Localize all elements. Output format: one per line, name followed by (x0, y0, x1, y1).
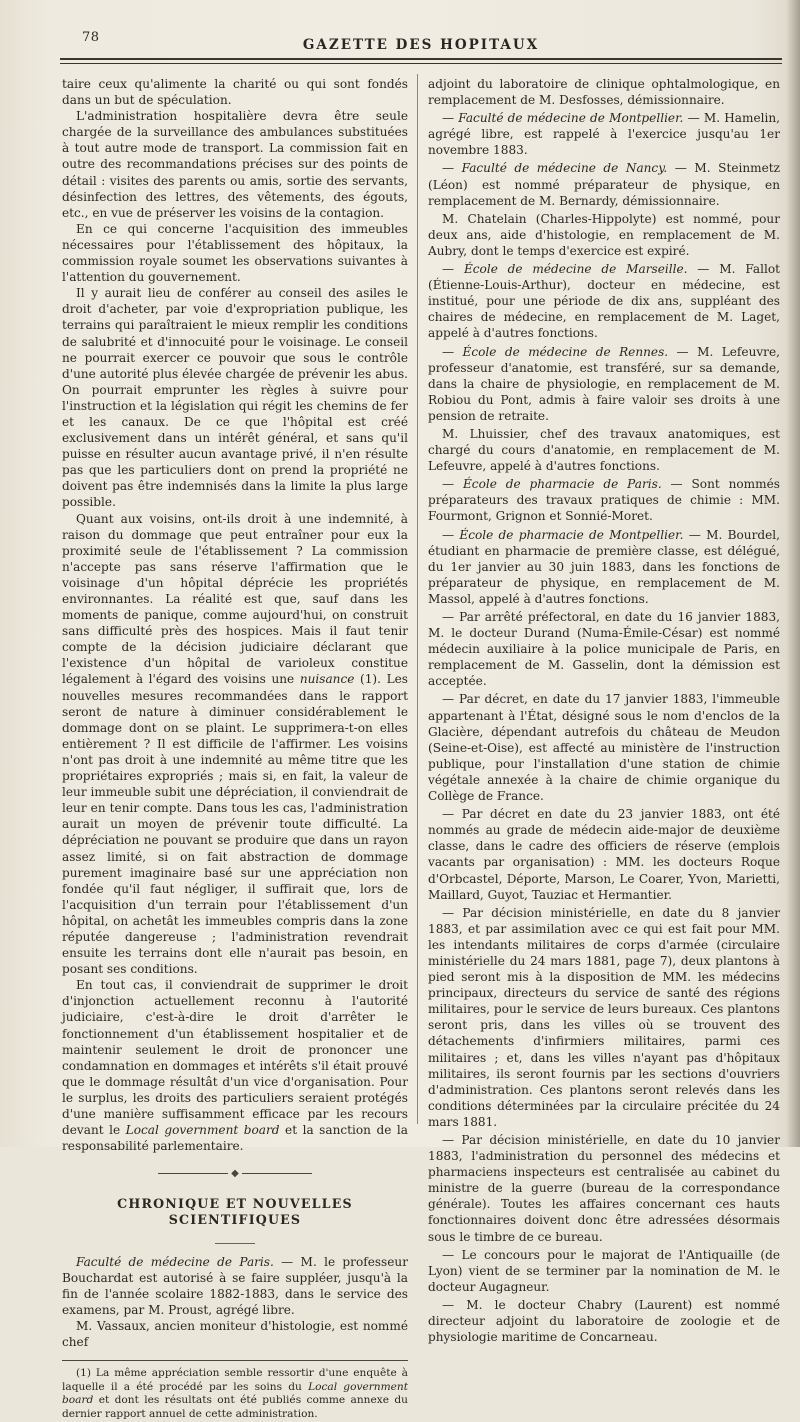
news-item-heading: École de pharmacie de Paris. (462, 477, 662, 492)
footnote (62, 1367, 408, 1421)
heading-rule (215, 1243, 255, 1244)
news-item-text: — M. le professeur Bouchardat est autorisé à se faire suppléer, jusqu'à la fin de l'année scolaire 1882-1883, dans le service des examens, par M. Proust, agrégé libre. (62, 1254, 408, 1317)
news-item: — Faculté de médecine de Montpellier. — M. Hamelin, agrégé libre, est rappelé à l'exercice jusqu'au 1er novembre 1883. (428, 111, 780, 158)
paragraph-text: En tout cas, il conviendrait de supprimer le droit d'injonction actuellement reconnu à l'autorité judiciaire, c'est-à-dire le droit d'arrêter le fonctionnement d'un établissement hospitalier et de maintenir seulement le droit de prononcer une condamnation en dommages et intérêts s'il était prouvé que le dommage résultât d'un vice d'organisation. Pour le surplus, les droits des particuliers seraient protégés d'une manière suffisamment efficace par les recours devant le (62, 978, 408, 1138)
section-heading: CHRONIQUE ET NOUVELLES SCIENTIFIQUES (117, 1196, 353, 1228)
paragraph: En ce qui concerne l'acquisition des immeubles nécessaires pour l'établissement des hôpitaux, la commission royale soumet les observations suivantes à l'attention du gouvernement. (62, 221, 408, 285)
news-item (428, 609, 780, 689)
paragraph-text: Quant aux voisins, ont-ils droit à une indemnité, à raison du dommage que peut entraîner pour eux la proximité seule de l'établissement ? La commission n'accepte pas sans réserve l'affirmation que le voisinage d'un hôpital déprécie les propriétés environnantes. La réalité est que, sauf dans les moments de panique, comme aujourd'hui, on construit sans difficulté près des hospices. Mais il faut tenir compte de la décision judiciaire déclarant que l'existence d'un hôpital de varioleux constitue légalement à l'égard des voisins une (62, 511, 408, 687)
news-item-heading: École de médecine de Marseille. (463, 262, 688, 277)
news-item-text: — M. le docteur Chabry (Laurent) est nommé directeur adjoint du laboratoire de zoologie et de physiologie maritime de Concarneau. (428, 1297, 780, 1345)
news-item-text: — Le concours pour le majorat de l'Antiquaille (de Lyon) vient de se terminer par la nomination de M. le docteur Augagneur. (428, 1247, 780, 1294)
news-item-text: — M. Steinmetz (Léon) est nommé préparateur de physique, en remplacement de M. Bernardy, démissionnaire. (428, 161, 780, 208)
paragraph: Il y aurait lieu de conférer au conseil des asiles le droit d'acheter, par voie d'expropriation publique, les terrains qui paraîtraient le mieux remplir les conditions de salubrité et d'innocuité pour le voisinage. Le conseil ne pourrait exercer ce pouvoir que sous le contrôle d'une autorité plus élevée chargée de prévenir les abus. On pourrait emprunter les règles à suivre pour l'instruction et la législation qui régit les chemins de fer et les canaux. De ce que l'hôpital est créé exclusivement dans un intérêt général, et sans qu'il puisse en résulter aucun avantage privé, il n'en résulte pas que les particuliers dont on prend la propriété ne doivent pas être indemnisés dans la limite la plus large possible. (62, 286, 408, 510)
news-item (428, 211, 780, 259)
italic-term: nuisance (299, 672, 355, 687)
paragraph: taire ceux qu'alimente la charité ou qui sont fondés dans un but de spéculation. (62, 77, 408, 108)
news-item (428, 76, 780, 108)
news-item-text: — Par décision ministérielle, en date du 10 janvier 1883, l'administration du personnel des médecins et pharmaciens inspecteurs est centralisée au cabinet du ministre de la guerre (bureau de la correspondance générale). Toutes les affaires concernant ces hauts fonctionnaires doivent donc être adressées désormais sous le timbre de ce bureau. (428, 1133, 780, 1244)
news-item: — École de pharmacie de Montpellier. — M. Bourdel, étudiant en pharmacie de première classe, est délégué, du 1er janvier au 30 juin 1883, dans les fonctions de préparateur de physique, en remplacement de M. Massol, appelé à d'autres fonctions. (428, 527, 780, 606)
news-item-heading: Faculté de médecine de Paris. (76, 1254, 274, 1269)
page-number: 78 (82, 30, 100, 45)
news-item-heading: École de médecine de Rennes. (462, 344, 669, 359)
footnote-italic: Local government board (62, 1380, 409, 1407)
news-item (62, 1318, 408, 1350)
news-item-text: — Par décret, en date du 17 janvier 1883, l'immeuble appartenant à l'État, désigné sous le nom d'enclos de la Glacière, dépendant autrefois du château de Meudon (Seine-et-Oise), est affecté au ministère de l'instruction publique, pour l'installation d'une station de chimie végétale annexée à la chaire de chimie organique du Collège de France. (428, 692, 780, 804)
news-item-text: — M. Lefeuvre, professeur d'anatomie, est transféré, sur sa demande, dans la chaire de physiologie, en remplacement de M. Robiou du Pont, admis à faire valoir ses droits à une pension de retraite. (428, 344, 780, 423)
footnote-text: et dont les résultats ont été publiés comme annexe du dernier rapport annuel de cette administration. (62, 1394, 408, 1420)
news-item: — Faculté de médecine de Nancy. — M. Steinmetz (Léon) est nommé préparateur de physique, en remplacement de M. Bernardy, démissionnaire. (428, 161, 780, 208)
news-item (428, 905, 780, 1130)
news-item-text: — M. Hamelin, agrégé libre, est rappelé à l'exercice jusqu'au 1er novembre 1883. (428, 111, 780, 158)
paragraph (62, 977, 408, 1154)
news-item (428, 426, 780, 474)
news-item (62, 1254, 408, 1318)
news-item-heading: Faculté de médecine de Montpellier. (458, 111, 684, 126)
news-item (428, 1132, 780, 1245)
header-rule-thin (60, 63, 782, 64)
paragraph (62, 511, 408, 978)
news-item (428, 691, 780, 804)
news-item-text: — Par arrêté préfectoral, en date du 16 janvier 1883, M. le docteur Durand (Numa-Émile-César) est nommé médecin auxiliaire à la police municipale de Paris, en remplacement de M. Gasselin, dont la démission est acceptée. (428, 610, 780, 689)
news-item-text: — Par décret en date du 23 janvier 1883, ont été nommés au grade de médecin aide-major de deuxième classe, dans le cadre des officiers de réserve (emplois vacants par organisation) : MM. les docteurs Roque d'Orbcastel, Déporte, Marson, Le Coarer, Yvon, Marietti, Maillard, Guyot, Tauziac et Hermantier. (428, 807, 780, 902)
news-item-text: M. Vassaux, ancien moniteur d'histologie, est nommé chef (62, 1318, 408, 1350)
news-item-heading: École de pharmacie de Montpellier. (459, 527, 684, 542)
column-divider (417, 74, 418, 1124)
footnote-rule (62, 1360, 408, 1361)
news-item (428, 1247, 780, 1295)
news-item-heading: Faculté de médecine de Nancy. (461, 161, 668, 176)
news-item-text: — Sont nommés préparateurs des travaux pratiques de chimie : MM. Fourmont, Grignon et Sonnié-Moret. (428, 477, 780, 524)
news-item (428, 1297, 780, 1345)
news-item: — École de pharmacie de Paris. — Sont nommés préparateurs des travaux pratiques de chimie : MM. Fourmont, Grignon et Sonnié-Moret. (428, 477, 780, 524)
running-title: GAZETTE DES HOPITAUX (302, 37, 540, 53)
news-item: — École de médecine de Marseille. — M. Fallot (Étienne-Louis-Arthur), docteur en médecine, est institué, pour une période de dix ans, suppléant des chaires de médecine, en remplacement de M. Laget, appelé à d'autres fonctions. (428, 262, 780, 341)
news-item (428, 806, 780, 903)
paragraph-text: Il est difficile de l'affirmer. Les voisins n'ont pas droit à une indemnité au même titre que les propriétaires expropriés ; mais si, en fait, la valeur de leur immeuble subit une dépréciation, il conviendrait de leur en tenir compte. Dans tous les cas, l'administration aurait un moyen de prévenir toute difficulté. La dépréciation ne pouvant se produire que dans un rayon assez limité, si on fait abstraction de dommage purement imaginaire basé sur une appréciation non fondée qu'il faut négliger, il suffirait que, lors de l'acquisition d'un terrain pour l'établissement d'un hôpital, on achetât les immeubles compris dans la zone réputée dangereuse ; l'administration revendrait ensuite les terrains dont elle n'aurait pas besoin, en posant ses conditions. (62, 736, 408, 977)
news-item-text: adjoint du laboratoire de clinique ophtalmologique, en remplacement de M. Desfosses, démissionnaire. (428, 77, 780, 108)
news-item-text: M. Lhuissier, chef des travaux anatomiques, est chargé du cours d'anatomie, en remplacement de M. Lefeuvre, appelé à d'autres fonctions. (428, 426, 780, 474)
news-item: — École de médecine de Rennes. — M. Lefeuvre, professeur d'anatomie, est transféré, sur sa demande, dans la chaire de physiologie, en remplacement de M. Robiou du Pont, admis à faire valoir ses droits à une pension de retraite. (428, 344, 780, 423)
italic-term: Local government board (125, 1123, 280, 1138)
right-column (428, 76, 780, 1345)
left-column (62, 76, 408, 1422)
news-item-text: — M. Fallot (Étienne-Louis-Arthur), docteur en médecine, est institué, pour une période de dix ans, suppléant des chaires de médecine, en remplacement de M. Laget, appelé à d'autres fonctions. (428, 262, 780, 341)
footnote-text: (1) La même appréciation semble ressortir d'une enquête à laquelle il a été procédé par les soins du (62, 1367, 408, 1393)
section-ornament: ◆ (62, 1166, 408, 1182)
paragraph: L'administration hospitalière devra être seule chargée de la surveillance des ambulances substituées à tout autre mode de transport. La commission fait en outre des recommandations précises sur des points de détail : visites des parents ou amis, sortie des servants, désinfection des lettres, des vêtements, des égouts, etc., en vue de préserver les voisins de la contagion. (62, 109, 408, 220)
page-edge-shadow (786, 0, 800, 1147)
paragraph-text: (1). Les nouvelles mesures recommandées dans le rapport seront de nature à diminuer considérablement le dommage dont on se plaint. Le supprimera-t-on elles entièrement ? (62, 672, 408, 751)
paragraph-text: et la sanction de la responsabilité parlementaire. (62, 1123, 408, 1154)
news-item-text: — M. Bourdel, étudiant en pharmacie de première classe, est délégué, du 1er janvier au 30 juin 1883, dans les fonctions de préparateur de physique, en remplacement de M. Massol, appelé à d'autres fonctions. (428, 527, 780, 606)
news-item-text: M. Chatelain (Charles-Hippolyte) est nommé, pour deux ans, aide d'histologie, en remplacement de M. Aubry, dont le temps d'exercice est expiré. (428, 211, 780, 258)
news-item-text: — Par décision ministérielle, en date du 8 janvier 1883, et par assimilation avec ce qui est fait pour MM. les intendants militaires de corps d'armée (circulaire ministérielle du 24 mars 1881, page 7), deux plantons à pied seront mis à la disposition de MM. les médecins principaux, directeurs du service de santé des régions militaires, pour le service de leurs bureaux. Ces plantons seront pris, dans les villes où se trouvent des détachements d'infirmiers militaires, parmi ces militaires ; et, dans les villes n'ayant pas d'hôpitaux militaires, ils seront fournis par les sections d'ouvriers d'administration. Ces plantons seront relevés dans les conditions déterminées par la circulaire précitée du 24 mars 1881. (428, 905, 780, 1129)
header-rule (60, 58, 782, 60)
